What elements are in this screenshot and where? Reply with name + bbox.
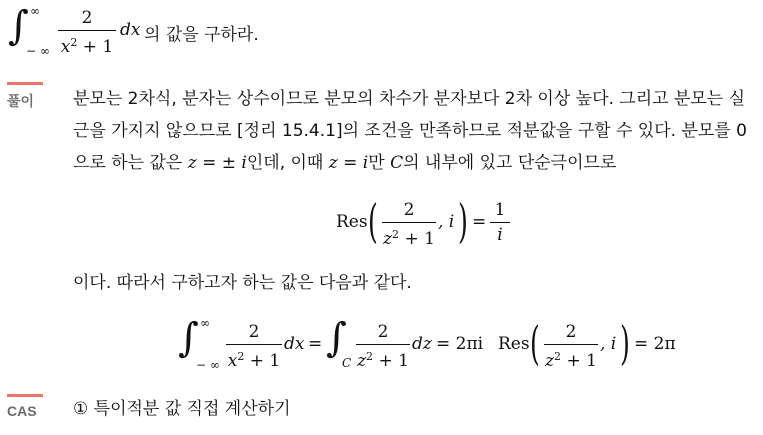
integral-lower-limit: − ∞ bbox=[26, 44, 50, 58]
final-dx: dx bbox=[284, 334, 305, 354]
final-fraction-1: 2 $x^2 + 1$ bbox=[227, 322, 281, 372]
res-arg: , i bbox=[438, 212, 455, 232]
contour-subscript: C bbox=[342, 356, 352, 370]
solution-line-2: 근을 가지지 않으므로 [정리 15.4.1]의 조건을 만족하므로 적분값을 구할 수 있다. 분모를 0 bbox=[73, 121, 747, 141]
cas-item: ① 특이적분 값 직접 계산하기 bbox=[73, 399, 291, 419]
contour-integral-sign: ∫ bbox=[326, 315, 347, 361]
res-word: Res bbox=[336, 212, 368, 232]
left-paren: ( bbox=[368, 194, 378, 248]
final-eq-1: = bbox=[308, 334, 323, 354]
integral-upper-limit: ∞ bbox=[30, 4, 40, 18]
res-fraction: 2 $z^2 + 1$ bbox=[383, 200, 435, 250]
residue-equation bbox=[336, 196, 536, 256]
solution-line-4: 이다. 따라서 구하고자 하는 값은 다음과 같다. bbox=[73, 273, 412, 293]
final-fraction-3: 2 $z^2 + 1$ bbox=[545, 322, 597, 372]
res-equals: = bbox=[472, 212, 487, 232]
right-paren: ) bbox=[458, 194, 468, 248]
cas-label-rule bbox=[7, 394, 43, 397]
final-right-paren: ) bbox=[620, 316, 630, 370]
final-equation bbox=[178, 315, 678, 378]
solution-line-1: 분모는 2차식, 분자는 상수이므로 분모의 차수가 분자보다 2차 이상 높다. 그리고 분모는 실 bbox=[73, 89, 746, 109]
final-res-word: Res bbox=[498, 334, 530, 354]
cas-label-text: CAS bbox=[7, 403, 37, 419]
final-arg: , i bbox=[600, 334, 617, 354]
integrand-fraction bbox=[58, 8, 116, 57]
cas-label bbox=[7, 394, 43, 419]
res-rhs-fraction: 1 i bbox=[490, 200, 510, 245]
integral-sign: ∫ bbox=[8, 3, 29, 49]
denominator: $x^2 + 1$ bbox=[60, 36, 114, 58]
final-integral-sign: ∫ bbox=[178, 315, 199, 361]
solution-label-text: 풀이 bbox=[7, 93, 35, 109]
dx: dx bbox=[120, 20, 141, 40]
solution-line-3: 으로 하는 값은 z = ± i인데, 이때 z = i만 C의 내부에 있고 단순극이므로 bbox=[73, 153, 617, 173]
problem-text: 의 값을 구하라. bbox=[144, 25, 259, 45]
final-dz: dz bbox=[412, 334, 432, 354]
solution-label-rule bbox=[7, 82, 43, 85]
final-lower-limit: − ∞ bbox=[196, 358, 220, 372]
final-upper-limit: ∞ bbox=[200, 316, 210, 330]
numerator: 2 bbox=[81, 8, 93, 28]
solution-label bbox=[7, 82, 43, 111]
final-eq-2: = 2πi bbox=[436, 334, 484, 354]
final-eq-3: = 2π bbox=[634, 334, 676, 354]
problem-statement bbox=[8, 4, 748, 60]
final-left-paren: ( bbox=[530, 316, 540, 370]
final-fraction-2: 2 $z^2 + 1$ bbox=[357, 322, 409, 372]
